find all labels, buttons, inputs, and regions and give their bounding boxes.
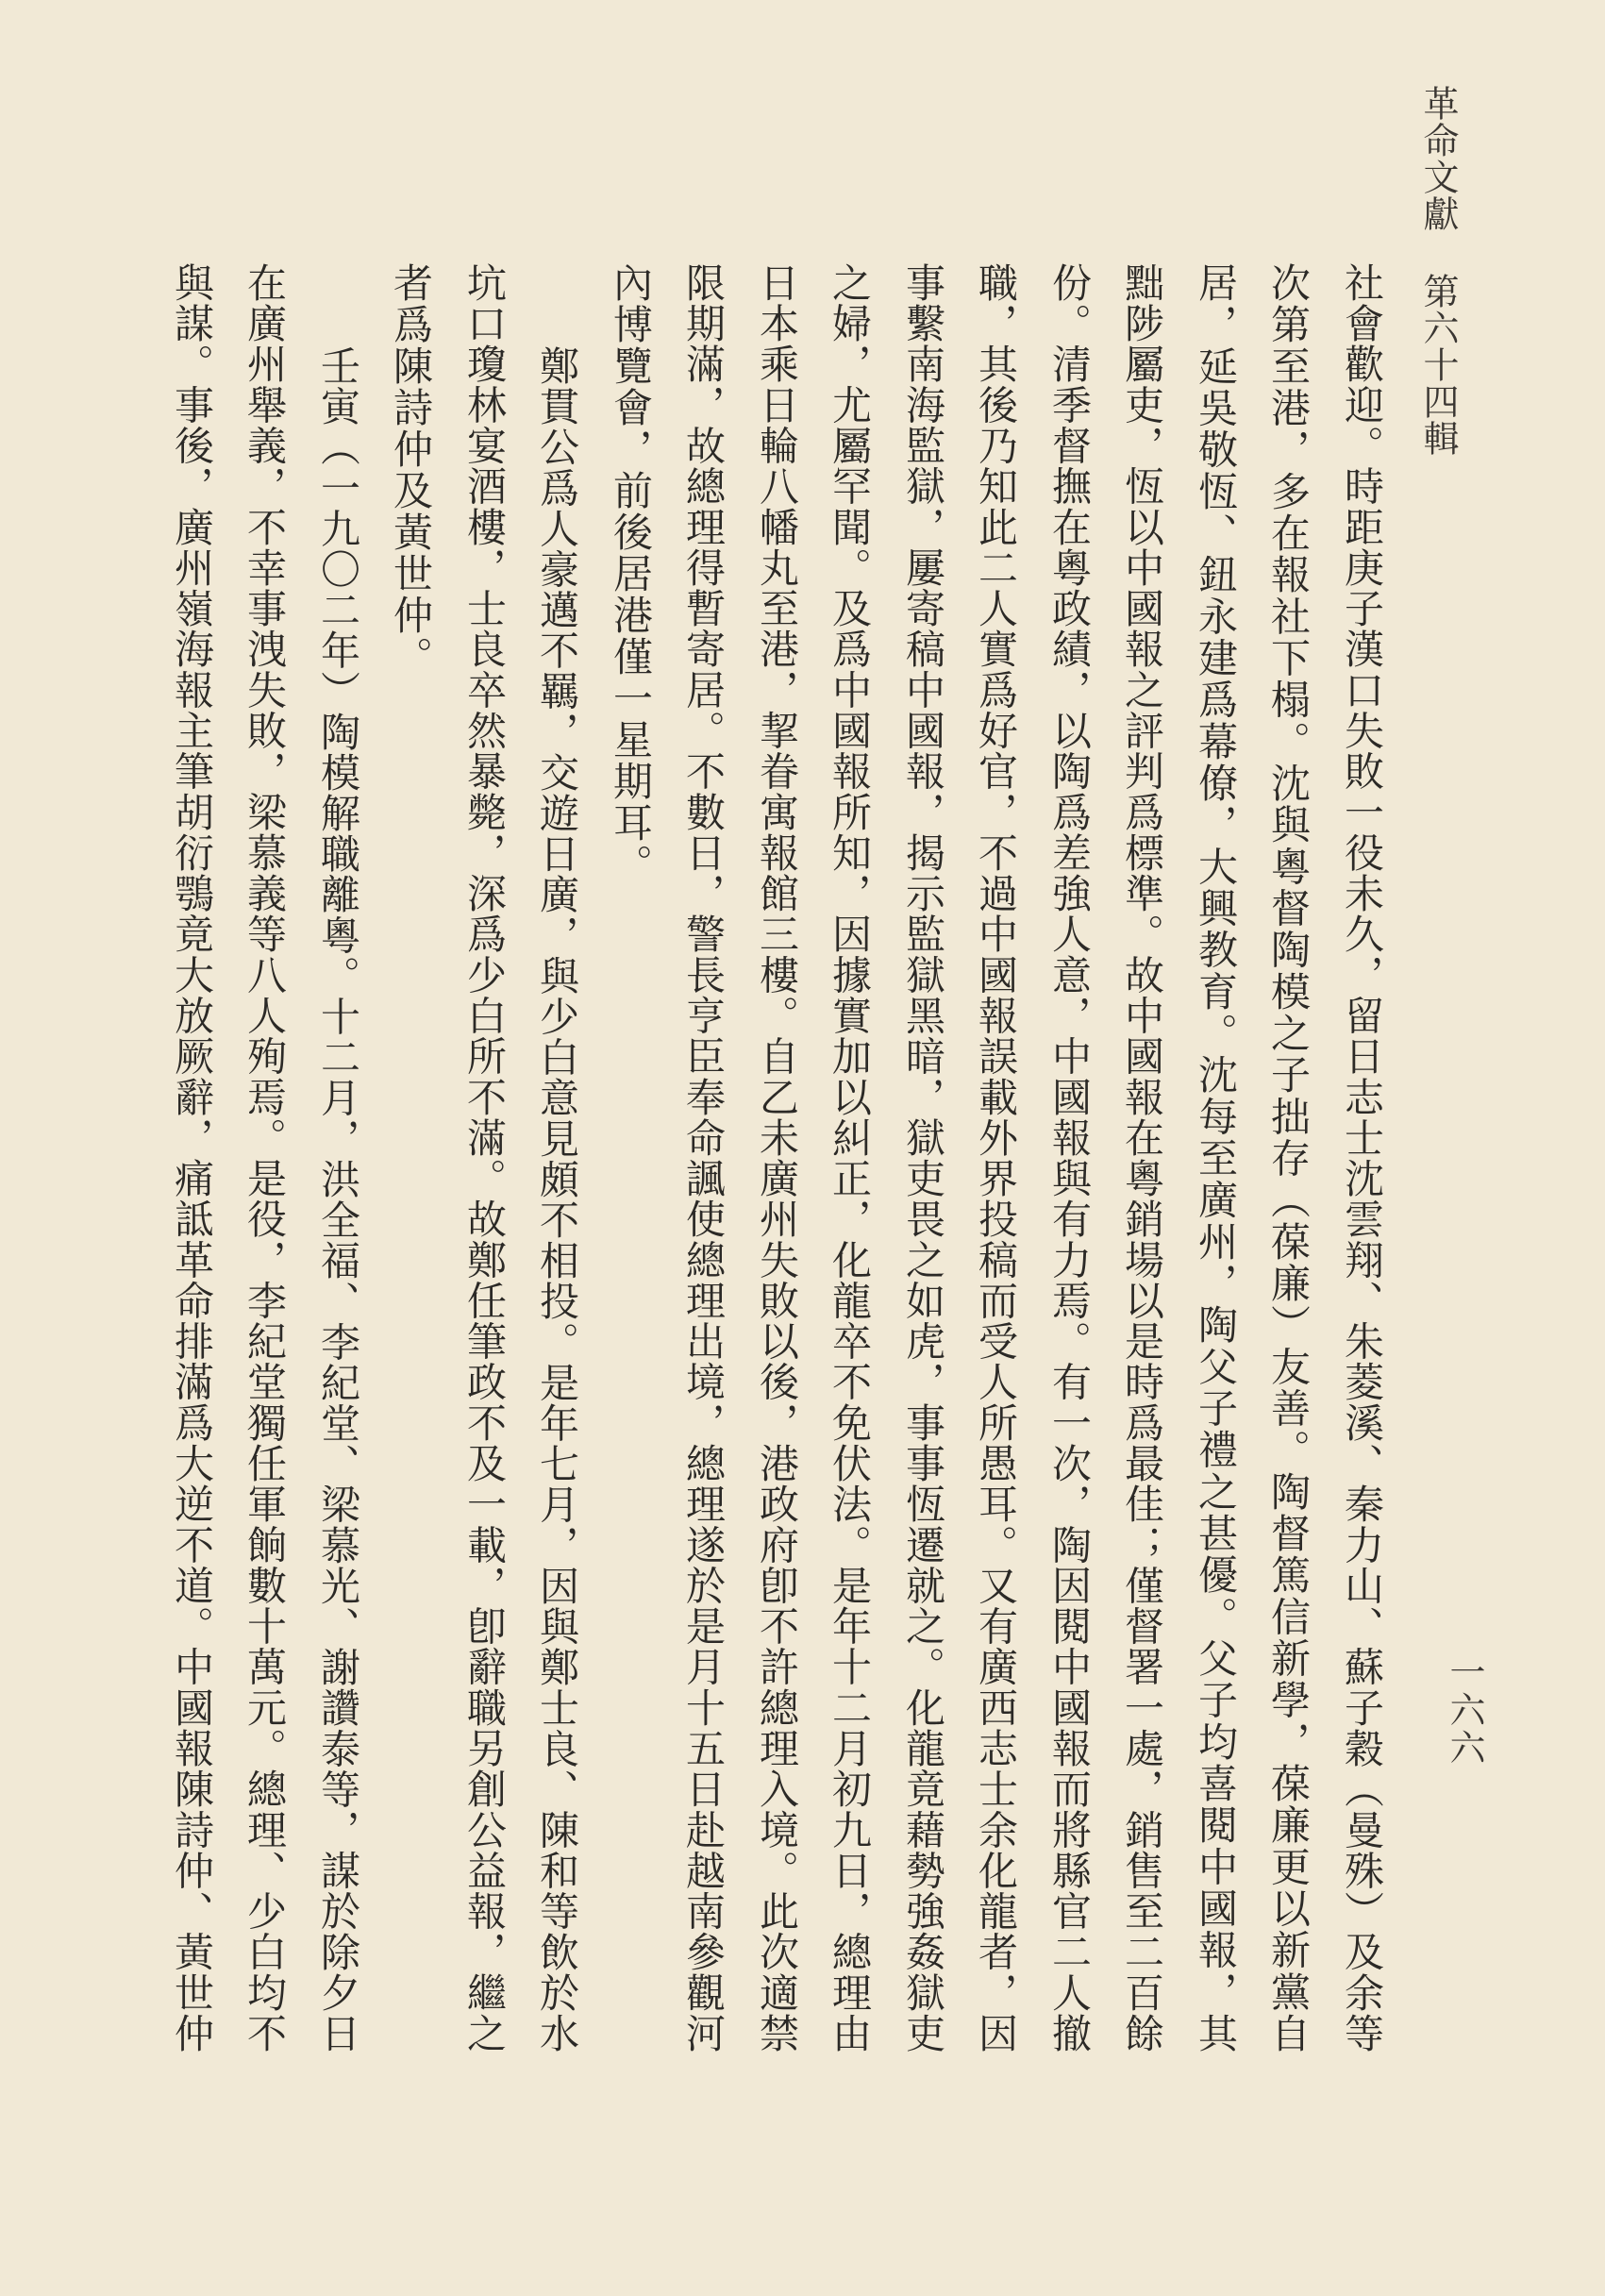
- page-number: 一六六: [1444, 1653, 1485, 1767]
- text-column-5: 份。清季督撫在粵政績，以陶爲差強人意，中國報與有力焉。有一次，陶因閱中國報而將縣官二人撤: [1046, 262, 1093, 2053]
- text-column-2: 次第至港，多在報社下榻。沈與粵督陶模之子拙存（葆廉）友善。陶督篤信新學，葆廉更以新黨自: [1265, 262, 1312, 2053]
- text-column-3: 居，延吳敬恆、鈕永建爲幕僚，大興教育。沈每至廣州，陶父子禮之甚優。父子均喜閱中國報，其: [1193, 262, 1239, 2053]
- text-column-7: 事繫南海監獄，屢寄稿中國報，揭示監獄黑暗，獄吏畏之如虎，事事恆遷就之。化龍竟藉勢強姦獄吏: [900, 262, 946, 2053]
- text-column-15: 壬寅（一九〇二年）陶模解職離粵。十二月，洪全福、李紀堂、梁慕光、謝讚泰等，謀於除夕日: [315, 345, 361, 2053]
- text-column-9: 日本乘日輪八幡丸至港，挈眷寓報館三樓。自乙未廣州失敗以後，港政府卽不許總理入境。此次適禁: [754, 262, 800, 2053]
- text-column-13: 坑口瓊林宴酒樓，士良卒然暴斃，深爲少白所不滿。故鄭任筆政不及一載，卽辭職另創公益報，繼之: [461, 262, 508, 2053]
- text-column-12: 鄭貫公爲人豪邁不羈，交遊日廣，與少白意見頗不相投。是年七月，因與鄭士良、陳和等飲於水: [534, 345, 580, 2053]
- text-column-11: 內博覽會，前後居港僅一星期耳。: [608, 262, 654, 885]
- text-column-14: 者爲陳詩仲及黃世仲。: [388, 262, 434, 678]
- book-title: 革命文獻: [1417, 85, 1459, 232]
- text-column-17: 與謀。事後，廣州嶺海報主筆胡衍鶚竟大放厥辭，痛詆革命排滿爲大逆不道。中國報陳詩仲、黃世仲: [169, 262, 215, 2053]
- text-column-6: 職，其後乃知此二人實爲好官，不過中國報誤載外界投稿而受人所愚耳。又有廣西志士余化龍者，因: [973, 262, 1019, 2053]
- text-column-16: 在廣州舉義，不幸事洩失敗，梁慕義等八人殉焉。是役，李紀堂獨任軍餉數十萬元。總理、少白均不: [242, 262, 288, 2053]
- text-column-4: 黜陟屬吏，恆以中國報之評判爲標準。故中國報在粵銷場以是時爲最佳；僅督署一處，銷售至二百餘: [1119, 262, 1165, 2053]
- running-header: [1417, 85, 1459, 457]
- text-column-8: 之婦，尤屬罕聞。及爲中國報所知，因據實加以糾正，化龍卒不免伏法。是年十二月初九日，總理由: [827, 262, 873, 2053]
- text-column-10: 限期滿，故總理得暫寄居。不數日，警長亨臣奉命諷使總理出境，總理遂於是月十五日赴越南參觀河: [680, 262, 727, 2053]
- text-column-1: 社會歡迎。時距庚子漢口失敗一役未久，留日志士沈雲翔、朱菱溪、秦力山、蘇子穀（曼殊）及余等: [1339, 262, 1385, 2053]
- volume-label: 第六十四輯: [1417, 273, 1459, 458]
